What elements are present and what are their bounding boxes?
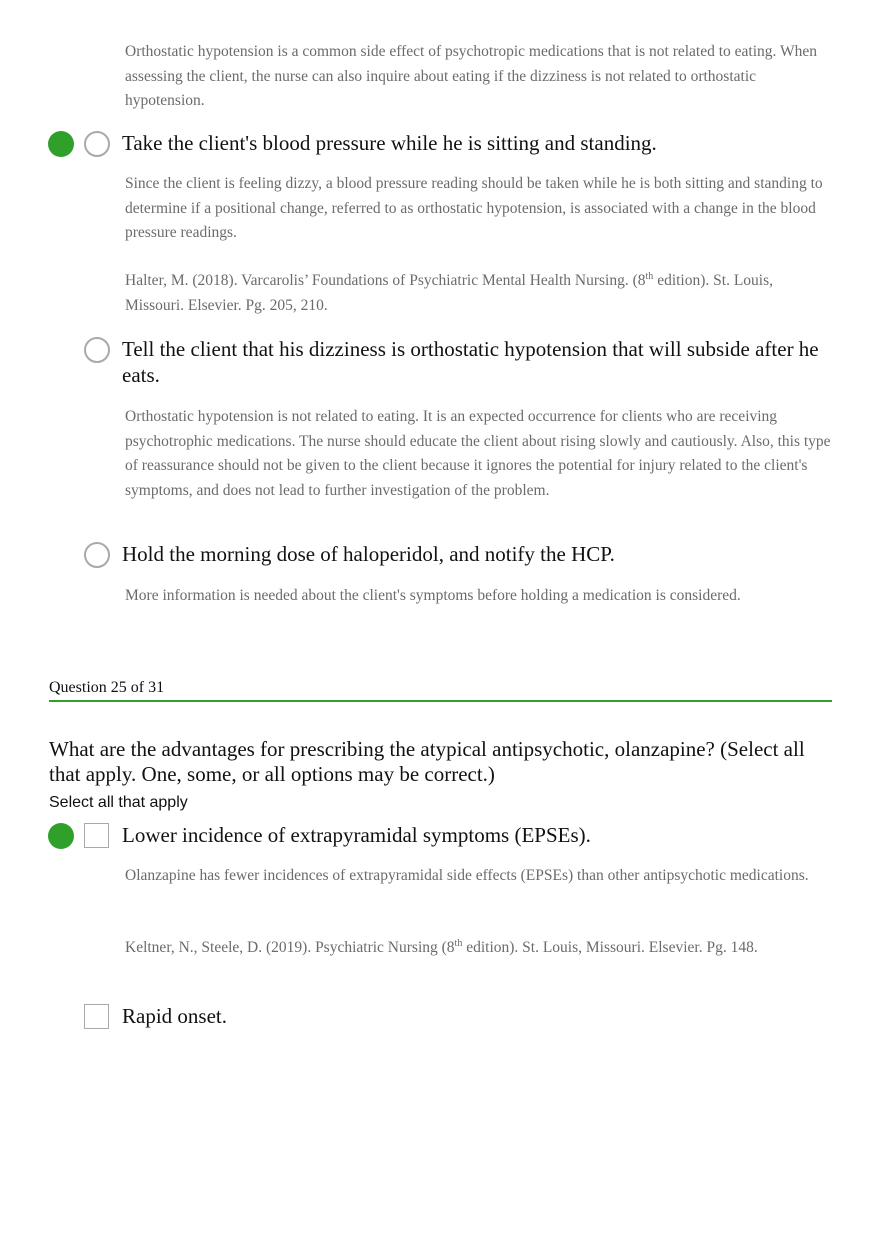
question-header [49,678,832,702]
reference-citation: Halter, M. (2018). Varcarolis’ Foundations of Psychiatric Mental Health Nursing. (8th edition). St. Louis, Missouri. Elsevier. Pg. 205, 210. [125,270,774,314]
question-counter: Question 25 of 31 [49,679,165,696]
option-rationale: Orthostatic hypotension is a common side effect of psychotropic medications that is not related to eating. When assessing the client, the nurse can also inquire about eating if the dizziness is not related to orthostatic hypotension. [125,43,818,109]
option-label: Take the client's blood pressure while he is sitting and standing. [122,131,657,155]
option-label: Lower incidence of extrapyramidal symptoms (EPSEs). [122,823,591,847]
question-instruction: Select all that apply [49,794,188,811]
radio-button[interactable] [84,131,110,157]
correct-answer-indicator-icon [48,823,74,849]
reference-citation: Keltner, N., Steele, D. (2019). Psychiatric Nursing (8th edition). St. Louis, Missouri. Elsevier. Pg. 148. [125,937,758,956]
correct-answer-indicator-icon [48,131,74,157]
option-rationale: More information is needed about the client's symptoms before holding a medication is considered. [125,587,741,604]
option-label: Hold the morning dose of haloperidol, and notify the HCP. [122,542,615,566]
question-stem: What are the advantages for prescribing the atypical antipsychotic, olanzapine? (Select all that apply. One, some, or all options may be correct.) [49,737,805,786]
checkbox[interactable] [84,1004,109,1029]
option-rationale: Olanzapine has fewer incidences of extrapyramidal side effects (EPSEs) than other antipsychotic medications. [125,867,809,884]
radio-button[interactable] [84,542,110,568]
checkbox[interactable] [84,823,109,848]
option-rationale: Orthostatic hypotension is not related to eating. It is an expected occurrence for clients who are receiving psychotrophic medications. The nurse should educate the client about rising slowly and cautiously. Also, this type of reassurance should not be given to the client because it ignores the potential for injury related to the client's symptoms, and does not lead to further investigation of the problem. [125,408,831,499]
option-label: Tell the client that his dizziness is orthostatic hypotension that will subside after he eats. [122,337,819,387]
option-label: Rapid onset. [122,1004,227,1028]
radio-button[interactable] [84,337,110,363]
option-rationale: Since the client is feeling dizzy, a blood pressure reading should be taken while he is both sitting and standing to determine if a positional change, referred to as orthostatic hypotension, is associated with a change in the blood pressure readings. [125,175,823,241]
